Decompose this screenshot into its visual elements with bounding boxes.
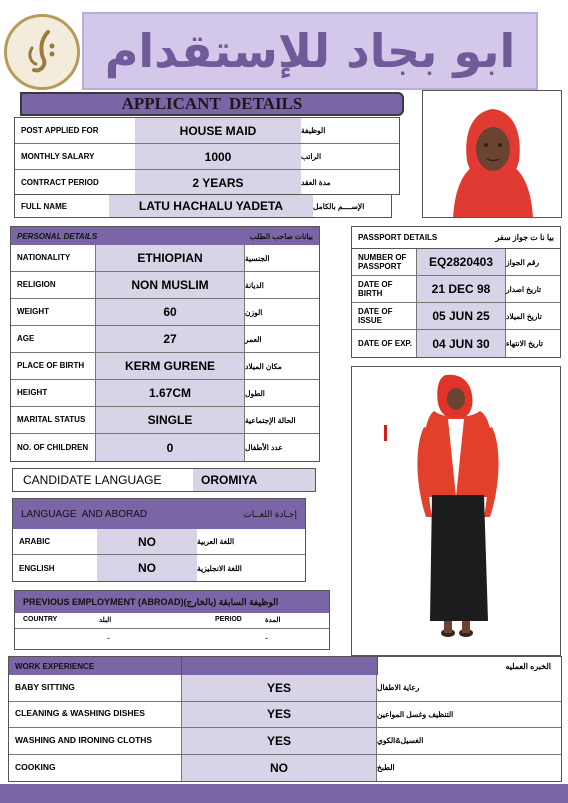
personal-details-header: PERSONAL DETAILS بيانات صاحب الطلب (11, 227, 319, 245)
work-experience-table (8, 656, 562, 782)
candidate-language-row: CANDIDATE LANGUAGE OROMIYA (12, 468, 316, 492)
work-row: COOKING NO الطبخ (9, 755, 561, 782)
personal-row: RELIGION NON MUSLIM الديانة (11, 272, 319, 299)
applicant-row: CONTRACT PERIOD 2 YEARS مدة العقد (15, 170, 399, 195)
work-rows (9, 675, 561, 781)
language-header: LANGUAGE AND ABORAD إجـادة اللغــات (13, 499, 305, 529)
applicant-row: POST APPLIED FOR HOUSE MAID الوظيفة (15, 118, 399, 144)
company-name: ابو بجاد للإستقدام (104, 24, 516, 78)
passport-row: DATE OF EXP. 04 JUN 30 تاريخ الانتهاء (352, 330, 560, 357)
passport-details-table (351, 226, 561, 358)
language-row: ARABIC NO اللغة العربية (13, 529, 305, 555)
applicant-table (14, 117, 400, 195)
employment-values: - - (107, 633, 268, 643)
personal-row: AGE 27 العمر (11, 326, 319, 353)
portrait-photo (422, 90, 562, 218)
footer-bar (0, 784, 568, 803)
passport-rows (352, 249, 560, 357)
full-name-value: LATU HACHALU YADETA (109, 195, 313, 217)
employment-subheader: COUNTRY البلد PERIOD المدة (15, 613, 329, 629)
personal-row: MARITAL STATUS SINGLE الحالة الإجتماعية (11, 407, 319, 434)
passport-row: NUMBER OF PASSPORT EQ2820403 رقم الجواز (352, 249, 560, 276)
company-banner (82, 12, 538, 90)
full-body-photo (351, 366, 561, 656)
passport-row: DATE OF ISSUE 05 JUN 25 تاريخ الميلاد (352, 303, 560, 330)
employment-header: PREVIOUS EMPLOYMENT (ABROAD)(الوظيفة السابقة (بالخارج (15, 591, 329, 613)
applicant-details-title: APPLICANT DETAILS (20, 92, 404, 116)
personal-details-table (10, 226, 320, 462)
personal-rows (11, 245, 319, 461)
work-row: CLEANING & WASHING DISHES YES التنظيف وغسل المواعين (9, 702, 561, 729)
applicant-row: MONTHLY SALARY 1000 الراتب (15, 144, 399, 170)
full-name-row: FULL NAME LATU HACHALU YADETA الإســــم بالكامل (14, 194, 392, 218)
language-table (12, 498, 306, 582)
employment-table (14, 590, 330, 650)
personal-row: PLACE OF BIRTH KERM GURENE مكان الميلاد (11, 353, 319, 380)
work-row: BABY SITTING YES رعاية الاطفال (9, 675, 561, 702)
personal-row: NATIONALITY ETHIOPIAN الجنسية (11, 245, 319, 272)
logo-calligraphy-icon (16, 26, 68, 78)
language-row: ENGLISH NO اللغة الانجليزية (13, 555, 305, 581)
passport-row: DATE OF BIRTH 21 DEC 98 تاريخ اصدار (352, 276, 560, 303)
company-logo (4, 14, 80, 90)
personal-row: WEIGHT 60 الوزن (11, 299, 319, 326)
personal-row: HEIGHT 1.67CM الطول (11, 380, 319, 407)
passport-details-header: PASSPORT DETAILS بيا نا ت جواز سفر (352, 227, 560, 249)
work-experience-header: WORK EXPERIENCE الخبره العمليه (9, 657, 561, 675)
personal-row: NO. OF CHILDREN 0 عدد الأطفال (11, 434, 319, 461)
candidate-language-value: OROMIYA (193, 469, 315, 491)
work-row: WASHING AND IRONING CLOTHS YES الغسيل&الكوي (9, 728, 561, 755)
